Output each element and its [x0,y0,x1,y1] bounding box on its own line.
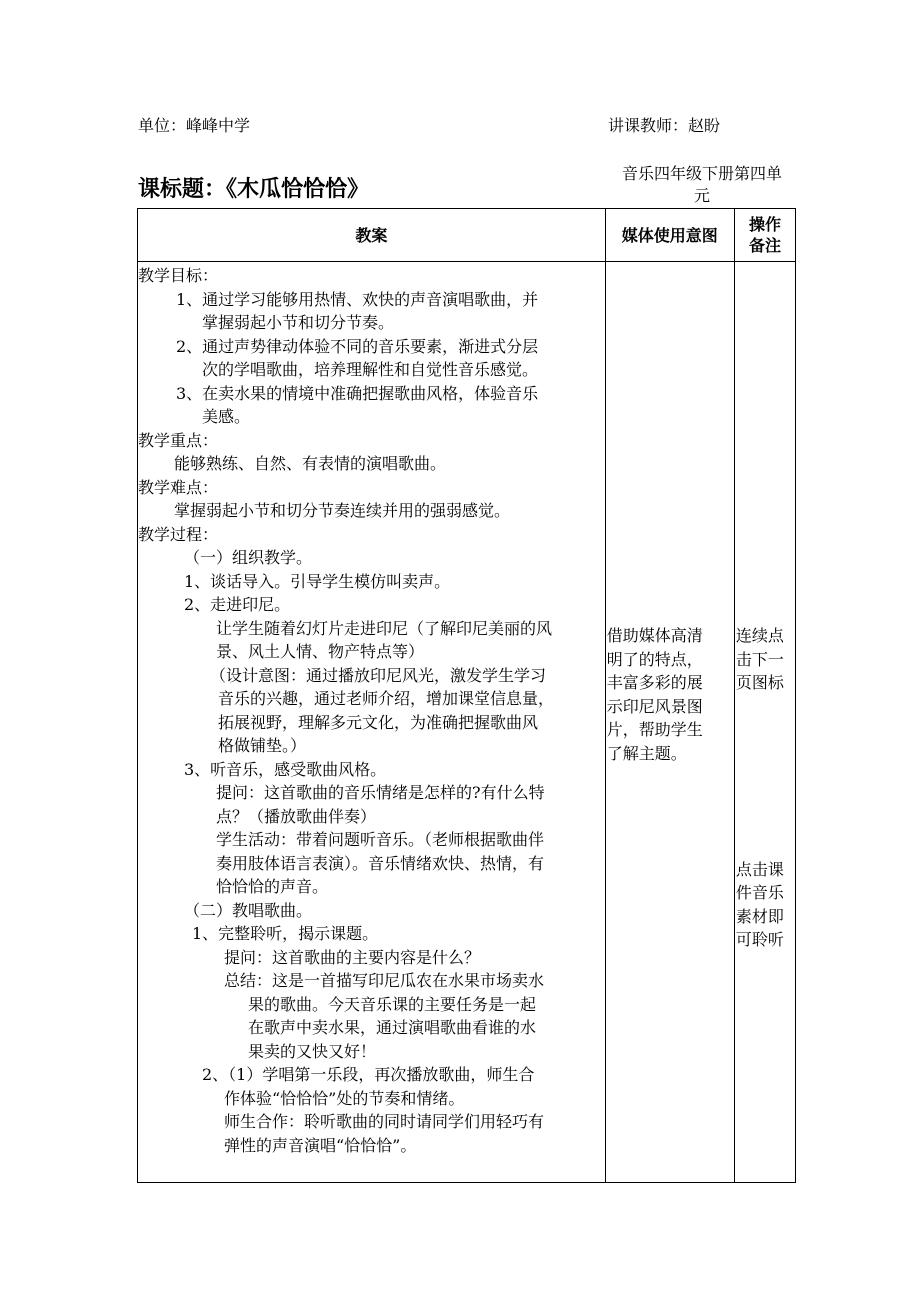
media-intent-line: 示印尼风景图 [606,696,703,716]
lesson-line: 点？（播放歌曲伴奏） [216,806,377,826]
lesson-line: 掌握弱起小节和切分节奏。 [202,313,395,332]
operation-note-line: 击下一 [735,649,784,669]
lesson-line: 2、走进印尼。 [184,595,291,614]
teacher-label: 讲课教师：赵盼 [608,116,721,135]
lesson-line: （设计意图：通过播放印尼风光，激发学生学习 [210,665,547,685]
media-intent-line: 借助媒体高清 [606,626,703,645]
lesson-content-cell [138,262,606,1183]
media-intent-line: 片，帮助学生 [606,720,703,739]
operation-note-line: 素材即 [735,906,784,926]
lesson-line: 美感。 [202,407,251,426]
lesson-line: 3、听音乐，感受歌曲风格。 [184,759,387,779]
grade-unit-label [604,163,800,207]
operation-note-line: 可聆听 [735,930,784,949]
lesson-line: 掌握弱起小节和切分节奏连续并用的强弱感觉。 [174,501,511,520]
lesson-line: 1、完整聆听，揭示课题。 [192,924,379,943]
lesson-line: 提问：这首歌曲的主要内容是什么？ [224,947,481,967]
lesson-line: 作体验“恰恰恰”处的节奏和情绪。 [224,1088,465,1108]
lesson-line: 在歌声中卖水果，通过演唱歌曲看谁的水 [248,1018,537,1037]
media-intent-line: 丰富多彩的展 [606,673,703,692]
lesson-line: 教学过程： [138,524,219,544]
lesson-line: 果的歌曲。今天音乐课的主要任务是一起 [248,994,537,1014]
media-intent-line: 明了的特点， [606,649,703,669]
lesson-line: （二）教唱歌曲。 [184,900,313,920]
lesson-line: 提问：这首歌曲的音乐情绪是怎样的?有什么特 [216,783,545,802]
lesson-line: 次的学唱歌曲，培养理解性和自觉性音乐感觉。 [202,360,539,379]
header-line: 操作 [748,215,781,234]
lesson-plan-table [137,208,796,1183]
lesson-line: 格做铺垫。） [218,736,307,755]
lesson-line: 学生活动：带着问题听音乐。（老师根据歌曲伴 [216,830,545,849]
media-intent-cell [605,262,734,1183]
lesson-line: 1、通过学习能够用热情、欢快的声音演唱歌曲，并 [176,289,539,309]
lesson-line: 2、（1）学唱第一乐段，再次播放歌曲，师生合 [202,1065,535,1084]
lesson-line: 奏用肢体语言表演）。音乐情绪欢快、热情，有 [216,853,545,873]
lesson-line: 果卖的又快又好！ [248,1041,377,1061]
lesson-line: 1、谈话导入。引导学生模仿叫卖声。 [184,571,451,591]
lesson-line: （一）组织教学。 [184,548,313,567]
lesson-line: 让学生随着幻灯片走进印尼（了解印尼美丽的风 [216,618,553,638]
lesson-line: 3、在卖水果的情境中准确把握歌曲风格，体验音乐 [176,383,539,403]
header-media-intent: 媒体使用意图 [605,209,734,262]
lesson-line: 教学重点： [138,430,219,450]
grade-line: 音乐四年级下册第四单 [621,164,782,183]
unit-label: 单位：峰峰中学 [138,116,251,135]
media-intent-line: 了解主题。 [606,743,687,763]
lesson-line: 能够熟练、自然、有表情的演唱歌曲。 [174,454,447,473]
table-body-row [138,262,796,1183]
lesson-line: 教学难点： [138,477,219,497]
lesson-line: 弹性的声音演唱“恰恰恰”。 [224,1135,417,1155]
lesson-line: 景、风土人情、物产特点等） [216,642,425,661]
header-lesson-plan: 教案 [138,209,606,262]
lesson-title: 课标题：《木瓜恰恰恰》 [138,177,370,202]
lesson-line: 师生合作：聆听歌曲的同时请同学们用轻巧有 [224,1112,545,1131]
lesson-line: 音乐的兴趣，通过老师介绍，增加课堂信息量， [218,689,555,708]
operation-notes-cell [734,262,795,1183]
operation-note-line: 连续点 [735,626,784,645]
lesson-line: 拓展视野，理解多元文化，为准确把握歌曲风 [218,712,539,732]
lesson-line: 2、通过声势律动体验不同的音乐要素，渐进式分层 [176,336,539,356]
header-line: 备注 [748,236,781,255]
operation-note-line: 页图标 [735,673,784,692]
lesson-line: 教学目标： [138,266,219,285]
lesson-line: 恰恰恰的声音。 [216,877,329,896]
lesson-line: 总结：这是一首描写印尼瓜农在水果市场卖水 [224,971,545,990]
table-header-row [138,209,796,262]
operation-note-line: 件音乐 [735,883,784,902]
header-operation-notes [734,209,795,262]
grade-line: 元 [693,186,710,205]
operation-note-line: 点击课 [735,859,784,879]
